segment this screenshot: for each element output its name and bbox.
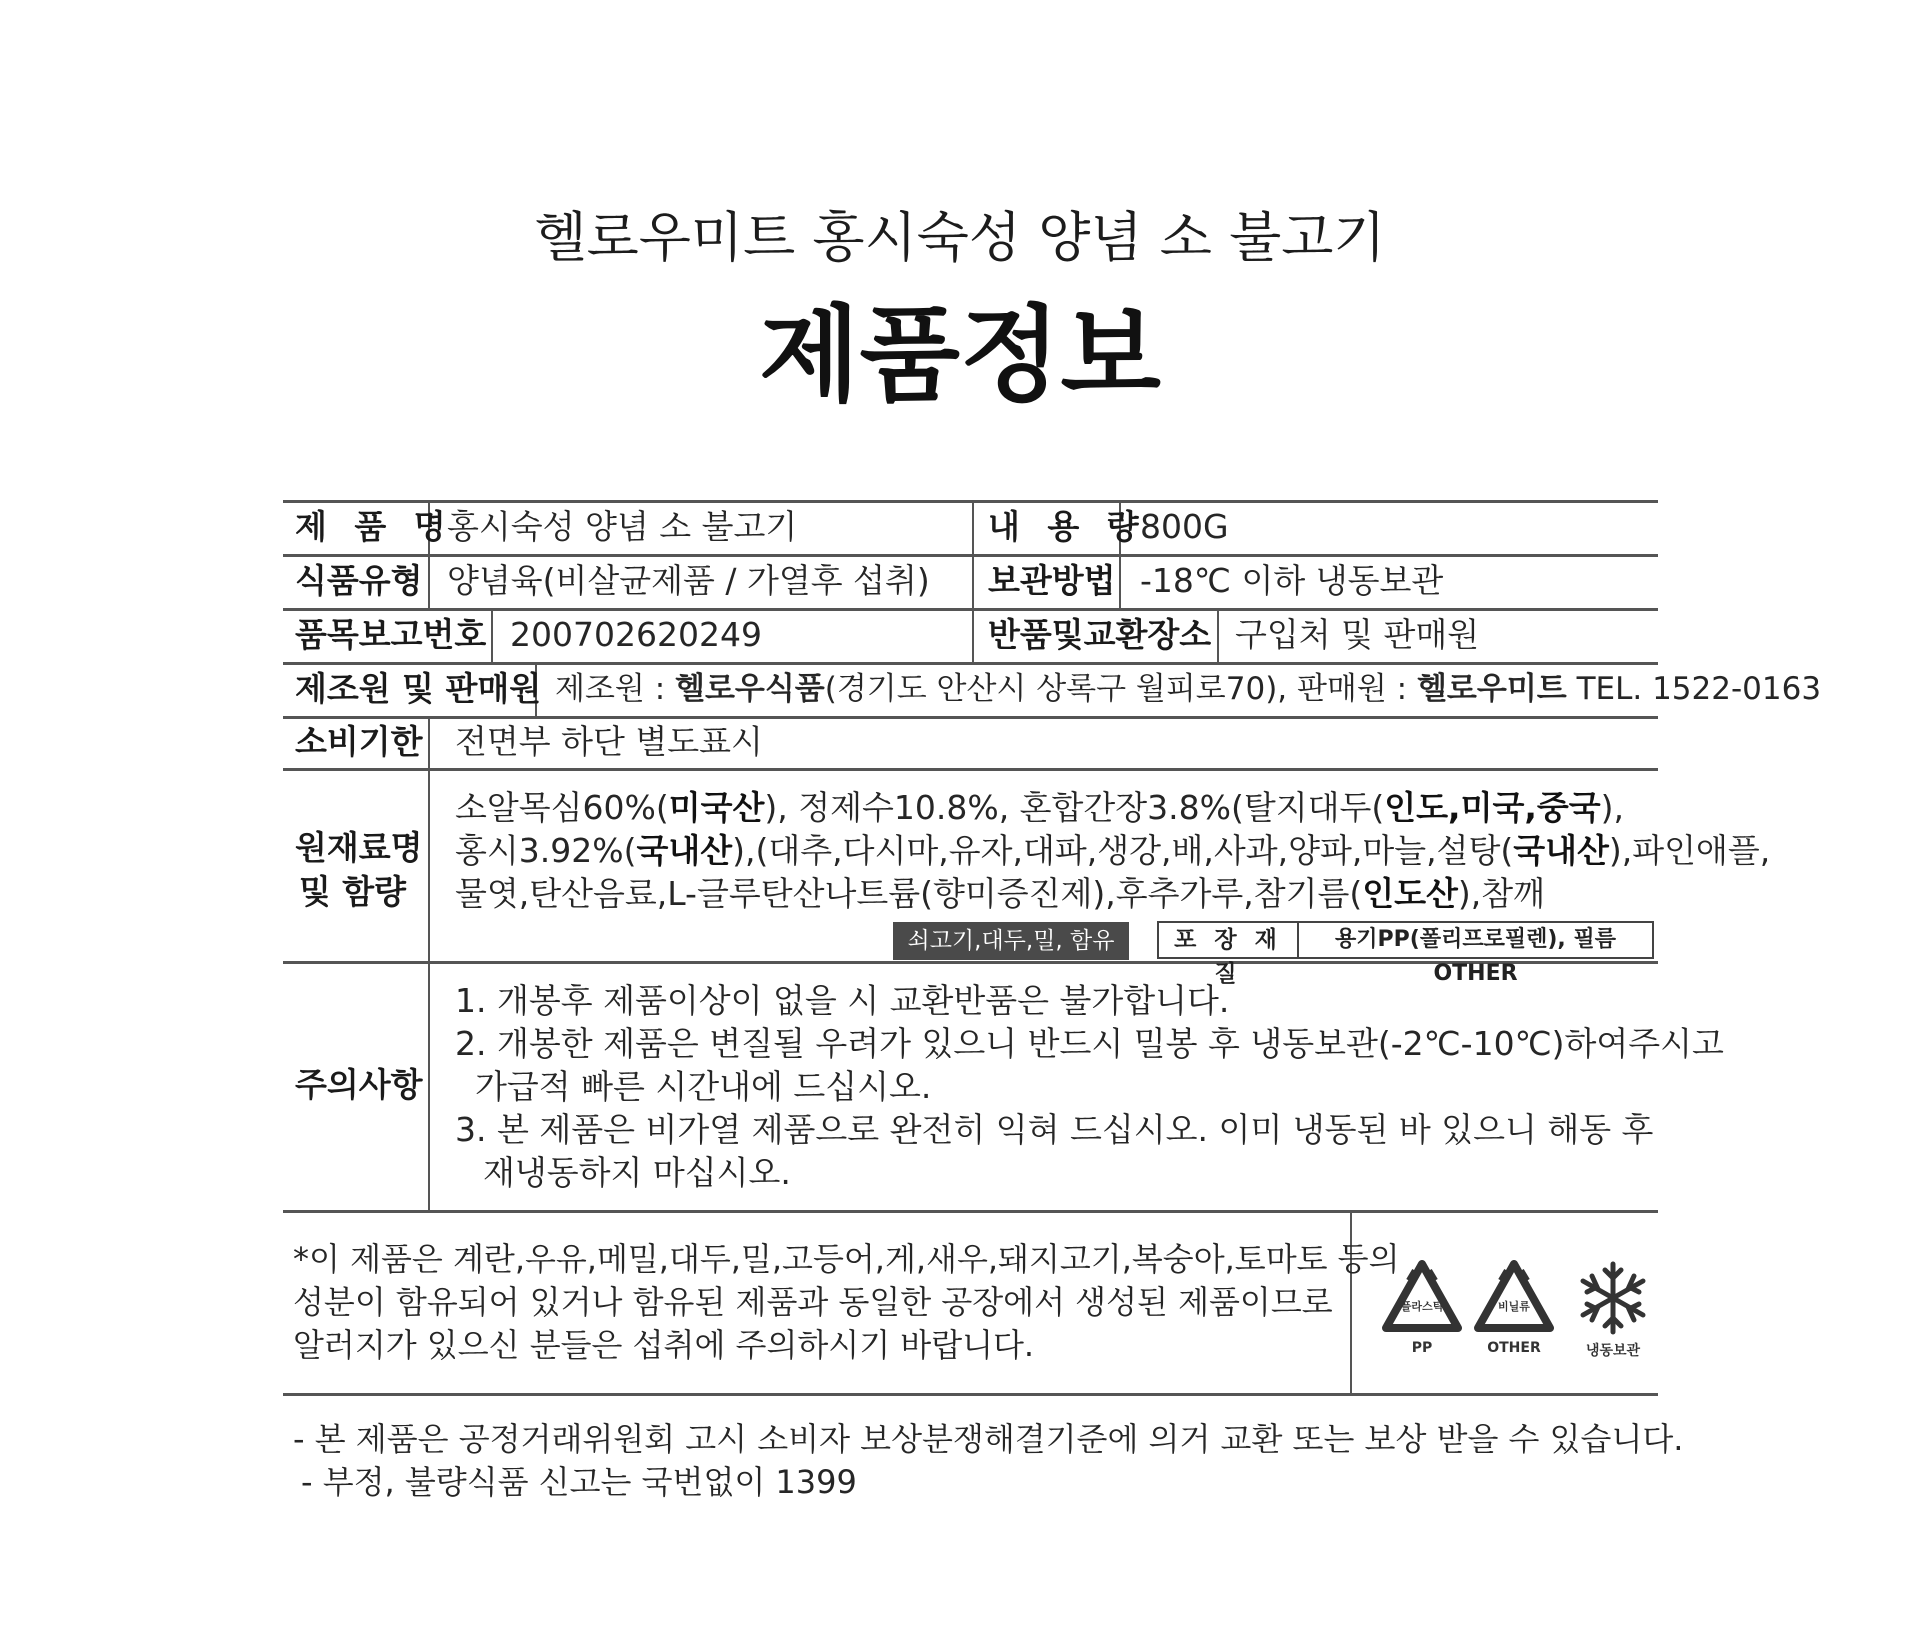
- table-top-border: [283, 500, 1658, 503]
- storage-value: -18℃ 이하 냉동보관: [1140, 561, 1444, 600]
- column-divider: [428, 716, 430, 1210]
- volume-value: 800G: [1140, 507, 1229, 546]
- food-type-value: 양념육(비살균제품 / 가열후 섭취): [447, 561, 930, 600]
- caution-line: 재냉동하지 마십시오.: [483, 1153, 791, 1192]
- table-row-divider: [283, 608, 1658, 611]
- column-divider: [972, 500, 974, 662]
- ingredients-text: [455, 786, 1770, 915]
- ingredients-label: [295, 826, 423, 914]
- ingredients-label-line2: 및 함량: [298, 872, 407, 911]
- recycle-caption: OTHER: [1487, 1340, 1541, 1356]
- maker-value: [555, 669, 1821, 709]
- seller-name: 헬로우미트: [1416, 671, 1567, 707]
- packaging-label: 포 장 재 질: [1159, 923, 1299, 957]
- column-divider: [491, 608, 493, 662]
- product-name-value: 홍시숙성 양념 소 불고기: [447, 507, 798, 546]
- expiry-value: 전면부 하단 별도표시: [455, 722, 763, 761]
- packaging-box: [1157, 921, 1654, 987]
- allergy-line: 알러지가 있으신 분들은 섭취에 주의하시기 바랍니다.: [293, 1326, 1035, 1364]
- table-row-divider: [283, 716, 1658, 719]
- report-no-value: 200702620249: [510, 615, 762, 654]
- exchange-value: 구입처 및 판매원: [1235, 615, 1480, 654]
- maker-prefix: 제조원 :: [555, 671, 675, 707]
- maker-address: (경기도 안산시 상록구 월피로70), 판매원 :: [824, 671, 1417, 707]
- cautions-label: 주의사항: [295, 1065, 423, 1104]
- food-type-label: 식품유형: [295, 561, 423, 600]
- caution-line: 1. 개봉후 제품이상이 없을 시 교환반품은 불가합니다.: [455, 981, 1230, 1020]
- table-row-divider: [283, 1393, 1658, 1396]
- seller-tel: TEL. 1522-0163: [1566, 671, 1822, 707]
- caution-line: 가급적 빠른 시간내에 드십시오.: [475, 1067, 932, 1106]
- recycle-inner-label: 플라스틱: [1400, 1300, 1444, 1313]
- maker-name: 헬로우식품: [675, 671, 825, 707]
- volume-label: 내 용 량: [988, 507, 1147, 546]
- page-title: 제품정보: [759, 294, 1161, 416]
- frozen-caption: 냉동보관: [1585, 1343, 1641, 1359]
- report-no-label: 품목보고번호: [295, 615, 487, 654]
- ingredients-line: 소알목심60%(미국산), 정제수10.8%, 혼합간장3.8%(탈지대두(인도,미국,중국),: [455, 788, 1625, 827]
- footer-line: - 본 제품은 공정거래위원회 고시 소비자 보상분쟁해결기준에 의거 교환 또는 보상 받을 수 있습니다.: [293, 1420, 1684, 1458]
- page-subtitle: 헬로우미트 홍시숙성 양념 소 불고기: [534, 206, 1386, 269]
- caution-line: 2. 개봉한 제품은 변질될 우려가 있으니 반드시 밀봉 후 냉동보관(-2℃-10℃)하여주시고: [455, 1024, 1724, 1063]
- ingredients-line: 물엿,탄산음료,L-글루탄산나트륨(향미증진제),후추가루,참기름(인도산),참깨: [455, 874, 1546, 913]
- table-row-divider: [283, 554, 1658, 557]
- allergy-line: *이 제품은 계란,우유,메밀,대두,밀,고등어,게,새우,돼지고기,복숭아,토마토 등의: [293, 1240, 1400, 1278]
- footer-line: - 부정, 불량식품 신고는 국번없이 1399: [301, 1463, 857, 1501]
- expiry-label: 소비기한: [295, 722, 423, 761]
- cautions-text: [455, 979, 1724, 1194]
- allergen-tag: 쇠고기,대두,밀, 함유: [893, 922, 1129, 960]
- table-row-divider: [283, 1210, 1658, 1213]
- packaging-value: 용기PP(폴리프로필렌), 필름OTHER: [1335, 927, 1616, 986]
- column-divider: [1217, 608, 1219, 662]
- recycle-caption: PP: [1411, 1340, 1433, 1356]
- exchange-label: 반품및교환장소: [988, 615, 1212, 654]
- table-row-divider: [283, 768, 1658, 771]
- footer-notice: [293, 1418, 1683, 1504]
- snowflake-icon: [1575, 1260, 1651, 1336]
- table-row-divider: [283, 662, 1658, 665]
- ingredients-label-line1: 원재료명: [295, 828, 423, 867]
- product-name-label: 제 품 명: [295, 507, 454, 546]
- allergy-line: 성분이 함유되어 있거나 함유된 제품과 동일한 공장에서 생성된 제품이므로: [293, 1283, 1333, 1321]
- allergy-notice: [293, 1238, 1400, 1367]
- recycle-triangle-icon: [1472, 1258, 1556, 1338]
- storage-label: 보관방법: [988, 561, 1116, 600]
- recycle-inner-label: 비닐류: [1498, 1300, 1530, 1313]
- recycle-triangle-icon: [1380, 1258, 1464, 1338]
- ingredients-line: 홍시3.92%(국내산),(대추,다시마,유자,대파,생강,배,사과,양파,마늘,설탕(국내산),파인애플,: [455, 831, 1771, 870]
- caution-line: 3. 본 제품은 비가열 제품으로 완전히 익혀 드십시오. 이미 냉동된 바 있으니 해동 후: [455, 1110, 1654, 1149]
- maker-label: 제조원 및 판매원: [295, 669, 542, 708]
